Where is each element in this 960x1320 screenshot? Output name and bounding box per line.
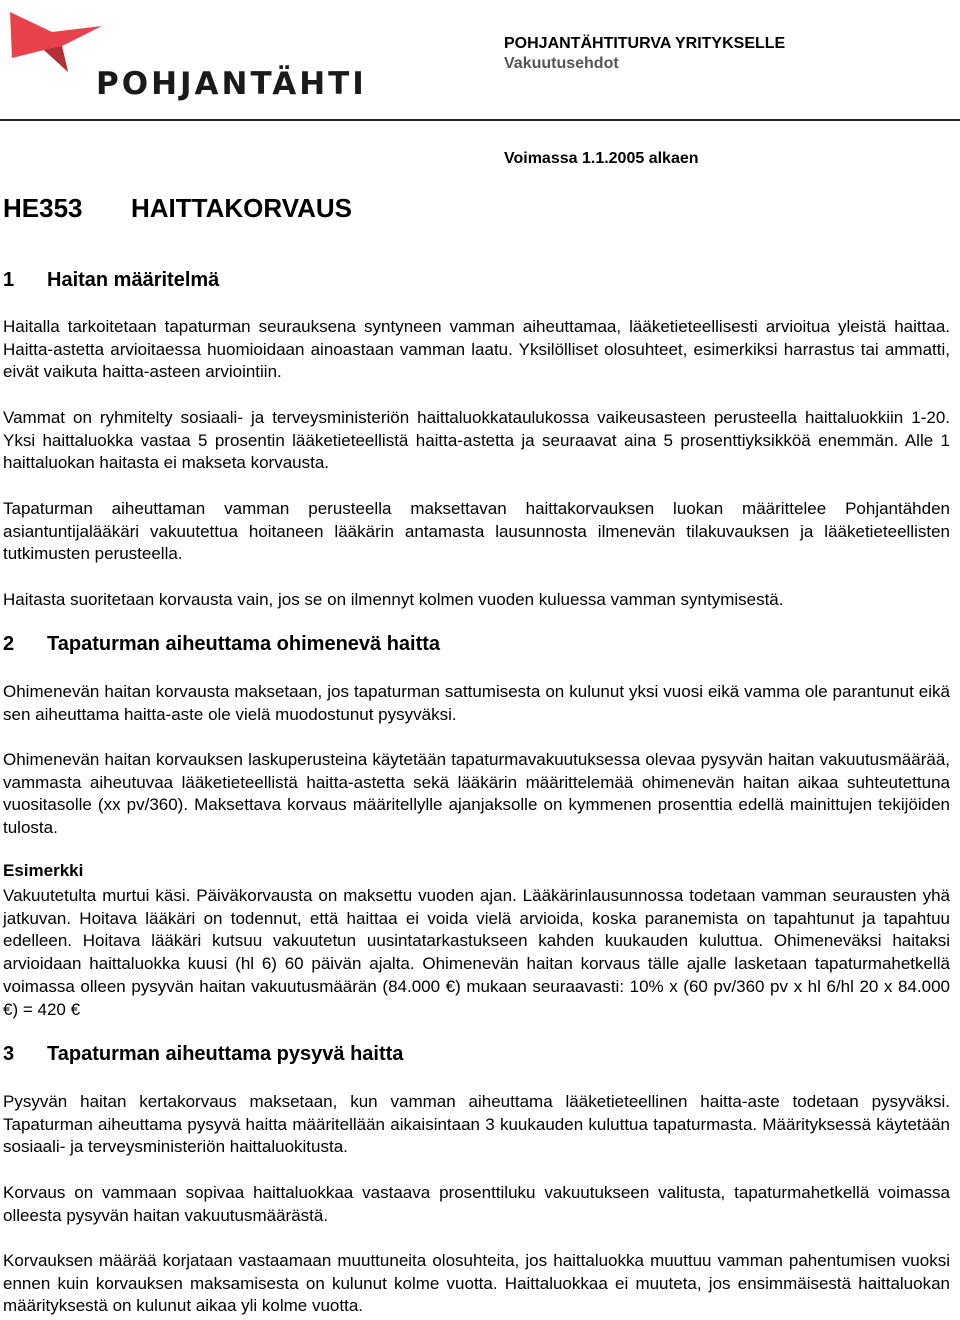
section-heading — [3, 1043, 403, 1066]
section-number: 1 — [3, 269, 15, 291]
example-heading: Esimerkki — [3, 861, 84, 880]
paragraph: Tapaturman aiheuttaman vamman perusteella maksettavan haittakorvauksen luokan määrittelee Pohjantähden asiantuntijalääkäri vakuutettua hoitaneen lääkärin antamasta lausunnosta ilmenevän tilakuvauksen ja lääketieteellisten tutkimusten perusteella. — [3, 499, 950, 564]
header-divider — [0, 119, 960, 121]
section-heading — [3, 269, 219, 292]
paragraph: Korvaus on vammaan sopivaa haittaluokkaa vastaava prosenttiluku vakuutukseen valitusta, tapaturmahetkellä voimassa olleesta pysyvän haitan vakuutusmäärästä. — [3, 1183, 950, 1225]
header-company: POHJANTÄHTITURVA YRITYKSELLE — [504, 35, 786, 52]
section-heading — [3, 633, 440, 656]
section-number: 2 — [3, 633, 15, 655]
paragraph: Pysyvän haitan kertakorvaus maksetaan, kun vamman aiheuttama lääketieteellinen haitta-aste todetaan pysyväksi. Tapaturman aiheuttama pysyvä haitta määritellään aikaisintaan 3 kuukauden kuluttua tapaturmasta. Määrityksessä käytetään sosiaali- ja terveysministeriön haittaluokitusta. — [3, 1092, 950, 1157]
section-title: Haitan määritelmä — [47, 269, 220, 291]
section-title: Tapaturman aiheuttama pysyvä haitta — [47, 1043, 404, 1065]
logo-wordmark: POHJANTÄHTI — [96, 66, 367, 102]
company-logo — [8, 6, 367, 102]
header-subtitle: Vakuutusehdot — [504, 55, 619, 72]
paragraph: Ohimenevän haitan korvauksen laskuperusteina käytetään tapaturmavakuutuksessa olevaa pysyvän haitan vakuutusmäärää, vammasta aiheutuvaa lääketieteellistä haitta-astetta sekä lääkärin määrittelemää ohimenevän haitan aikaa suhteutettuna vuositasolle (xx pv/360). Maksettava korvaus määritellylle ajanjaksolle on kymmenen prosenttia edellä mainittujen tekijöiden tulosta. — [3, 750, 950, 838]
section-title: Tapaturman aiheuttama ohimenevä haitta — [47, 633, 441, 655]
paragraph: Korvauksen määrää korjataan vastaamaan muuttuneita olosuhteita, jos haittaluokka muuttuu vamman pahentumisen vuoksi ennen kuin korvauksen maksamisesta on kulunut kolme vuotta. Haittaluokkaa ei muuteta, jos ensimmäisestä haittaluokan määrityksestä on kulunut aikaa yli kolme vuotta. — [3, 1251, 950, 1316]
validity-date: Voimassa 1.1.2005 alkaen — [504, 150, 699, 167]
paragraph: Haitalla tarkoitetaan tapaturman seurauksena syntyneen vamman aiheuttamaa, lääketieteellisesti arvioitua yleistä haittaa. Haitta-astetta arvioitaessa huomioidaan ainoastaan vamman laatu. Yksilölliset olosuhteet, esimerkiksi harrastus tai ammatti, eivät vaikuta haitta-asteen arviointiin. — [3, 317, 950, 382]
paragraph: Ohimenevän haitan korvausta maksetaan, jos tapaturman sattumisesta on kulunut yksi vuosi eikä vamma ole parantunut eikä sen aiheuttama haitta-aste ole vielä muodostunut pysyväksi. — [3, 682, 950, 724]
example-paragraph: Vakuutetulta murtui käsi. Päiväkorvausta on maksettu vuoden ajan. Lääkärinlausunnossa todetaan vamman seurausten yhä jatkuvan. Hoitava lääkäri on todennut, että haittaa ei voida vielä arvioida, koska paranemista on tapahtunut ja tapahtuu edelleen. Hoitava lääkäri kutsuu vakuutetun uusintatarkastukseen kahden kuukauden kuluttua. Ohimeneväksi haitaksi arvioidaan haittaluokka kuusi (hl 6) 60 päivän ajalta. Ohimenevän haitan korvaus tälle ajalle lasketaan tapaturmahetkellä voimassa olleen pysyvän haitan vakuutusmäärän (84.000 €) mukaan seuraavasti: 10% x (60 pv/360 pv x hl 6/hl 20 x 84.000 €) = 420 € — [3, 886, 950, 1019]
document-title: HAITTAKORVAUS — [131, 193, 352, 223]
document-code: HE353 — [3, 193, 83, 223]
section-number: 3 — [3, 1043, 15, 1065]
paragraph: Vammat on ryhmitelty sosiaali- ja terveysministeriön haittaluokkataulukossa vaikeusasteen perusteella haittaluokkiin 1-20. Yksi haittaluokka vastaa 5 prosentin lääketieteellistä haitta-astetta ja seuraavat aina 5 prosenttiyksikköä enemmän. Alle 1 haittaluokan haitasta ei makseta korvausta. — [3, 408, 950, 473]
paragraph: Haitasta suoritetaan korvausta vain, jos se on ilmennyt kolmen vuoden kuluessa vamman syntymisestä. — [3, 590, 784, 609]
